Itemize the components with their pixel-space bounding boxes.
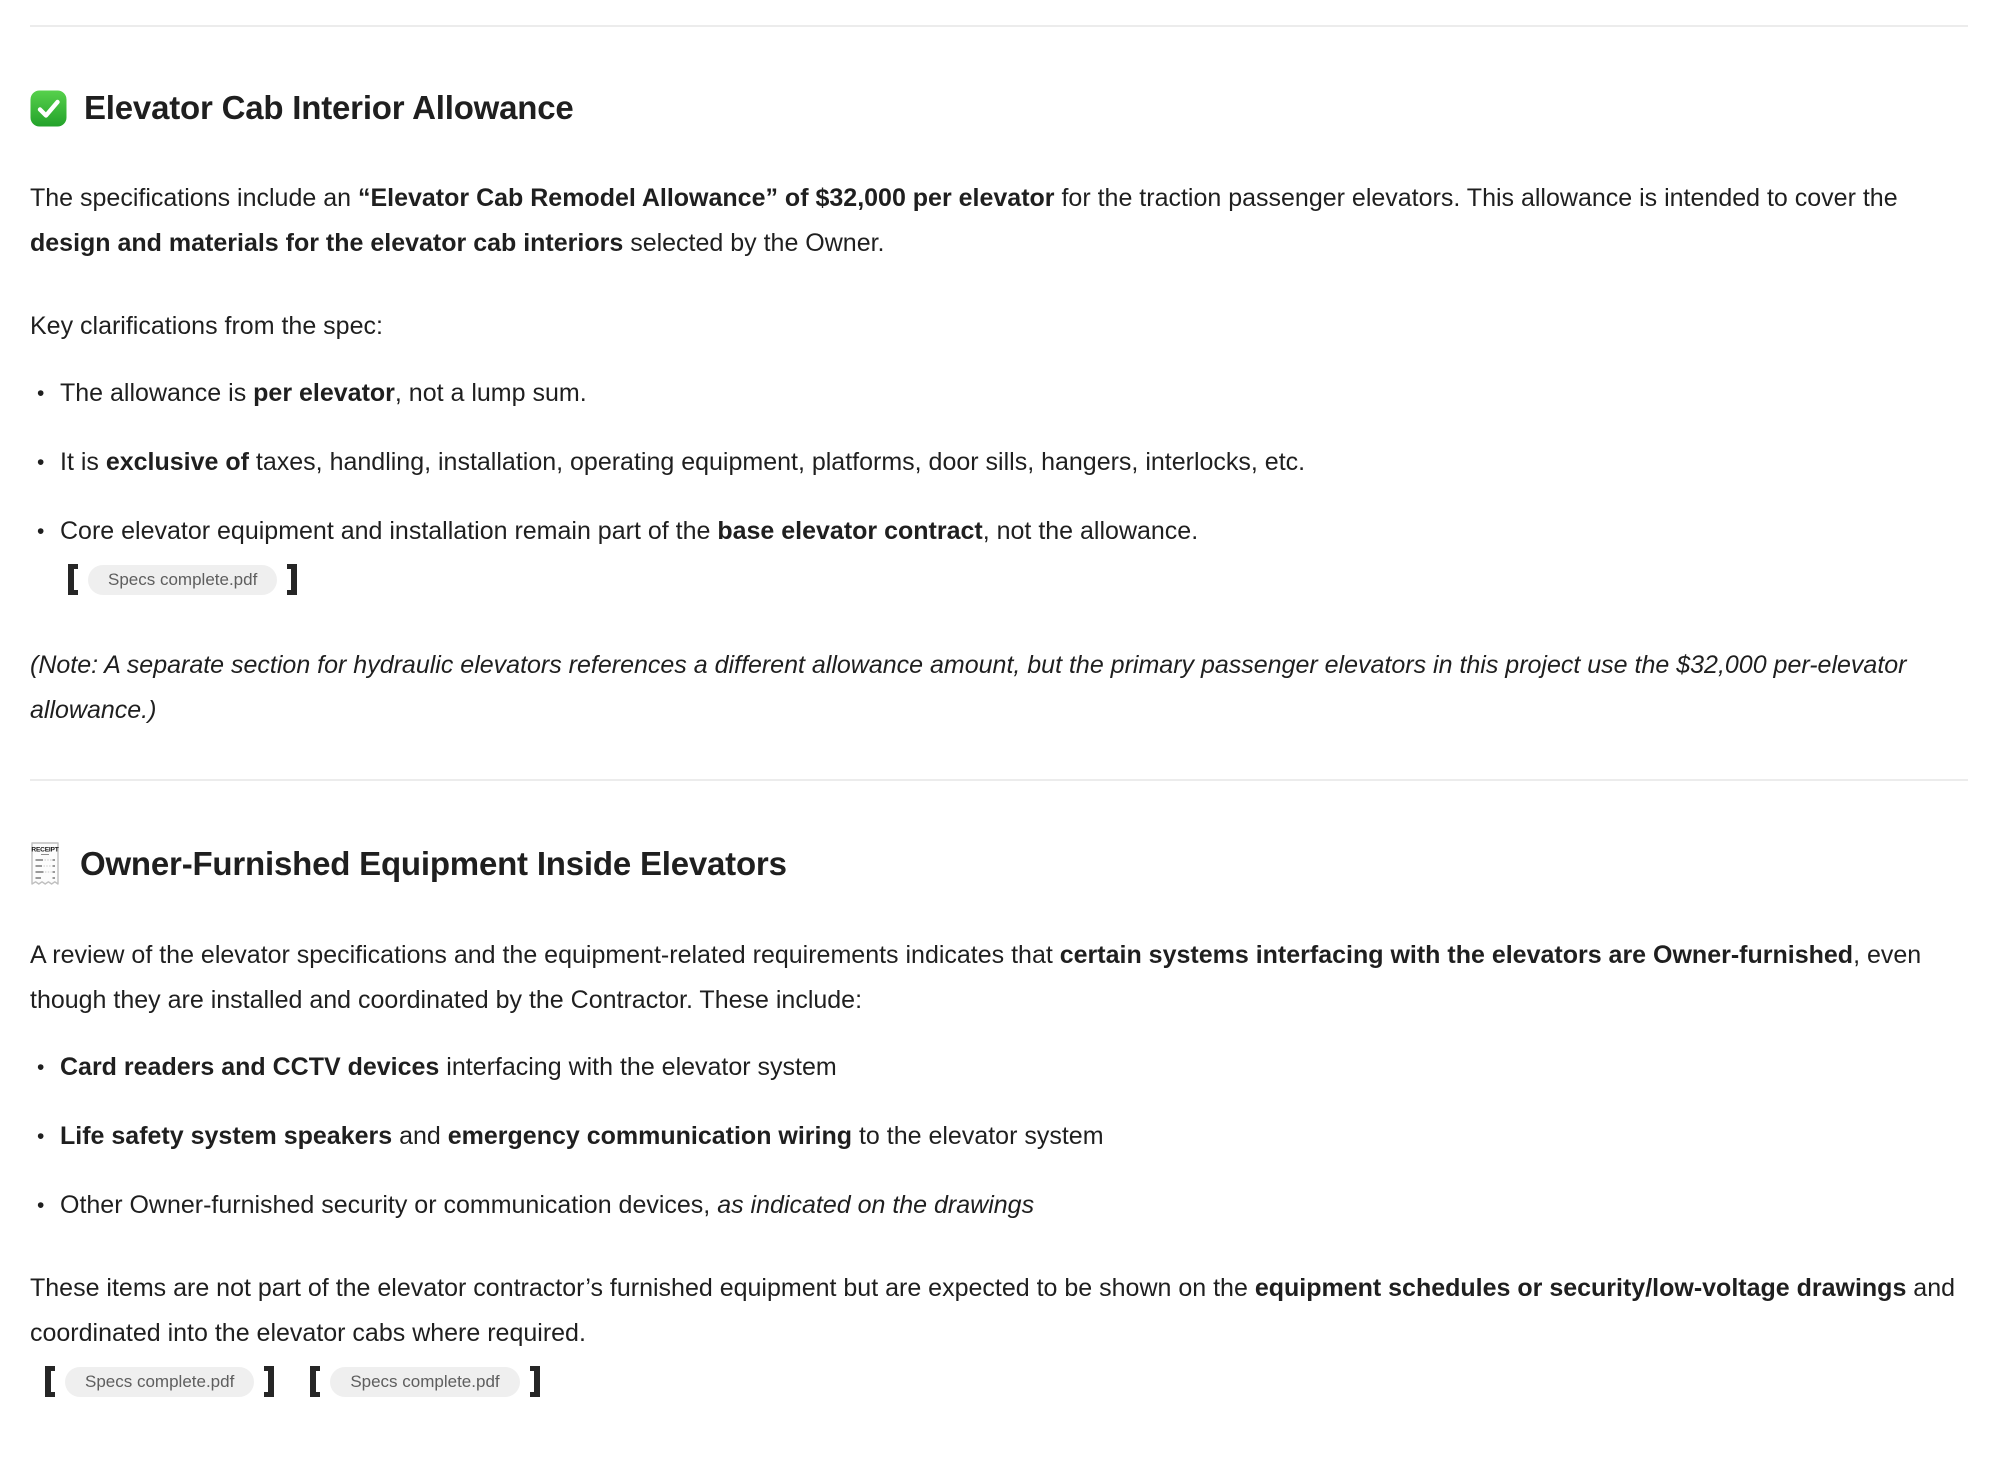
- citation-file-chip[interactable]: Specs complete.pdf: [65, 1367, 254, 1397]
- bold-text: per elevator: [253, 379, 395, 407]
- section-elevator-cab-allowance: [30, 86, 1968, 733]
- bracket-left-icon: [68, 564, 78, 595]
- section-heading: [30, 841, 1968, 887]
- text-run: interfacing with the elevator system: [439, 1053, 837, 1081]
- bold-text: emergency communication wiring: [447, 1122, 853, 1150]
- bold-text: base elevator contract: [717, 517, 983, 545]
- bracket-right-icon: [264, 1366, 274, 1397]
- bracket-left-icon: [310, 1366, 320, 1397]
- text-run: and: [392, 1122, 448, 1150]
- text-run: The allowance is: [60, 379, 254, 407]
- bold-text: Life safety system speakers: [60, 1122, 393, 1150]
- text-run: , not the allowance.: [982, 517, 1199, 545]
- receipt-icon: [30, 841, 60, 887]
- check-mark-icon: [30, 90, 67, 127]
- list-item: [30, 1183, 1968, 1228]
- owner-furnished-list: [30, 1045, 1968, 1228]
- bracket-left-icon: [45, 1366, 55, 1397]
- list-item: [30, 1045, 1968, 1090]
- bracket-right-icon: [287, 564, 297, 595]
- bold-text: exclusive of: [105, 448, 249, 476]
- italic-text: (Note: A separate section for hydraulic elevators references a different allowance amount, but the primary passenger elevators in this project use the $32,000 per-elevator allowance.): [30, 651, 1907, 724]
- bracket-right-icon: [530, 1366, 540, 1397]
- citation[interactable]: [310, 1366, 539, 1397]
- text-run: to the elevator system: [852, 1122, 1104, 1150]
- bold-text: certain systems interfacing with the elevators are Owner-furnished: [1059, 941, 1854, 969]
- list-item: [30, 440, 1968, 485]
- text-run: These items are not part of the elevator contractor’s furnished equipment but are expected to be shown on the: [30, 1274, 1255, 1302]
- note-paragraph: [30, 643, 1968, 733]
- text-run: , even though they are installed and coordinated by the Contractor. These include:: [30, 941, 1922, 1014]
- citation-row: [68, 564, 1968, 595]
- list-item: [30, 371, 1968, 416]
- text-run: It is: [60, 448, 106, 476]
- section-owner-furnished-equipment: [30, 841, 1968, 1397]
- citation[interactable]: [45, 1366, 274, 1397]
- intro-paragraph: [30, 176, 1968, 266]
- assistant-response-document: [0, 25, 1998, 1397]
- text-run: selected by the Owner.: [623, 229, 885, 257]
- citation[interactable]: [68, 564, 297, 595]
- bold-text: Card readers and CCTV devices: [60, 1053, 440, 1081]
- text-run: Other Owner-furnished security or communication devices,: [60, 1191, 718, 1219]
- text-run: The specifications include an: [30, 184, 358, 212]
- text-run: , not a lump sum.: [394, 379, 587, 407]
- top-divider: [30, 25, 1968, 27]
- section-title: Owner-Furnished Equipment Inside Elevators: [80, 845, 787, 882]
- text-run: taxes, handling, installation, operating equipment, platforms, door sills, hangers, interlocks, etc.: [248, 448, 1306, 476]
- text-run: and coordinated into the elevator cabs where required.: [30, 1274, 1956, 1347]
- citation-file-chip[interactable]: Specs complete.pdf: [330, 1367, 519, 1397]
- section-title: Elevator Cab Interior Allowance: [84, 89, 574, 126]
- italic-text: as indicated on the drawings: [717, 1191, 1035, 1219]
- bold-text: design and materials for the elevator cab interiors: [30, 229, 624, 257]
- svg-text:RECEIPT: RECEIPT: [31, 846, 59, 854]
- text-run: Core elevator equipment and installation remain part of the: [60, 517, 718, 545]
- lead-in-paragraph: Key clarifications from the spec:: [30, 312, 383, 340]
- citation-row: [45, 1366, 1968, 1397]
- intro-paragraph: [30, 933, 1968, 1023]
- text-run: for the traction passenger elevators. This allowance is intended to cover the: [1054, 184, 1898, 212]
- section-divider: [30, 779, 1968, 781]
- section-heading: [30, 86, 1968, 130]
- clarifications-list: [30, 371, 1968, 554]
- citation-file-chip[interactable]: Specs complete.pdf: [88, 565, 277, 595]
- list-item: [30, 1114, 1968, 1159]
- outro-paragraph: [30, 1266, 1968, 1356]
- list-item: [30, 509, 1968, 554]
- bold-text: “Elevator Cab Remodel Allowance” of $32,000 per elevator: [357, 184, 1055, 212]
- text-run: A review of the elevator specifications and the equipment-related requirements indicates that: [30, 941, 1060, 969]
- bold-text: equipment schedules or security/low-voltage drawings: [1254, 1274, 1907, 1302]
